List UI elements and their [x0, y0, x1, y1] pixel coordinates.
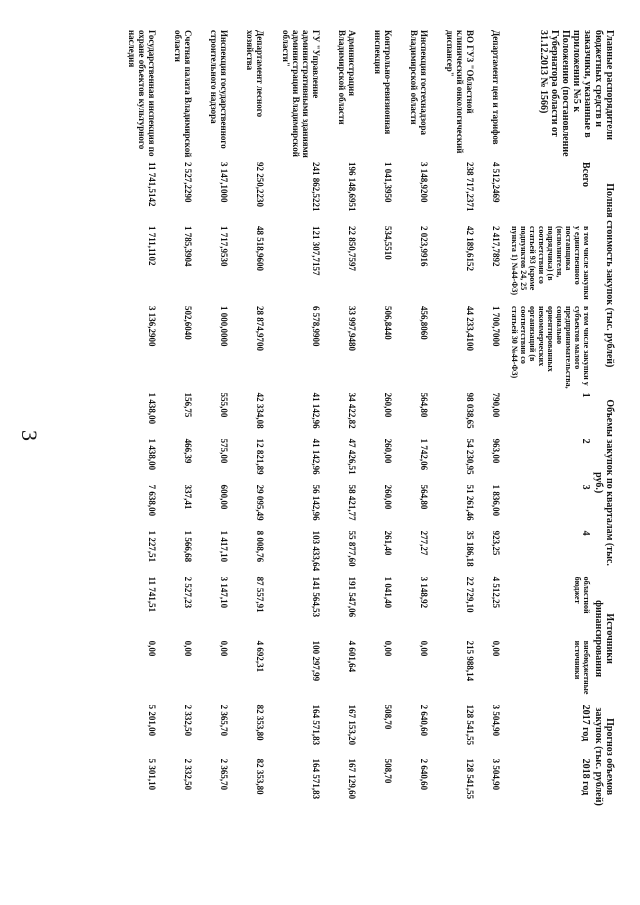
- cell-2018: 5 301,10: [147, 758, 157, 791]
- cell-2017: 128 541,55: [465, 704, 475, 746]
- cell-total: 92 250,2230: [255, 162, 265, 207]
- cell-extrabudgetary: 0,00: [419, 640, 429, 657]
- cell-q4: 103 433,64: [311, 530, 321, 572]
- cell-small-business: 6 578,9900: [311, 306, 321, 347]
- cell-regional-budget: 11 741,51: [147, 576, 157, 613]
- cell-small-business: 44 233,4100: [465, 306, 475, 351]
- cell-total: 238 717,2371: [465, 162, 475, 212]
- row-name: Государственная инспекция по охране объектов культурного наследия: [127, 30, 157, 157]
- cell-q1: 260,00: [383, 392, 393, 418]
- cell-2017: 3 504,90: [491, 704, 501, 737]
- cell-small-business: 1 700,7000: [491, 306, 501, 347]
- cell-small-business: 506,8440: [383, 306, 393, 340]
- cell-q2: 963,00: [491, 438, 501, 464]
- cell-q4: 1 417,10: [219, 530, 229, 563]
- cell-2017: 2 640,60: [419, 704, 429, 737]
- cell-extrabudgetary: 100 297,99: [311, 640, 321, 682]
- cell-q2: 1 438,00: [147, 438, 157, 471]
- cell-q2: 260,00: [383, 438, 393, 464]
- cell-total: 1 041,3950: [383, 162, 393, 203]
- cell-2018: 508,70: [383, 758, 393, 784]
- cell-single-supplier: 534,5510: [383, 226, 393, 260]
- header-q4: 4: [580, 530, 591, 536]
- cell-q3: 564,80: [419, 484, 429, 510]
- row-name: Контрольно-ревизионная инспекция: [373, 30, 393, 135]
- cell-2018: 164 571,83: [311, 758, 321, 800]
- cell-small-business: 502,6040: [183, 306, 193, 340]
- cell-2018: 128 541,55: [465, 758, 475, 800]
- cell-extrabudgetary: 0,00: [219, 640, 229, 657]
- cell-regional-budget: 1 041,40: [383, 576, 393, 609]
- cell-extrabudgetary: 0,00: [183, 640, 193, 657]
- cell-q3: 600,00: [219, 484, 229, 510]
- cell-small-business: 33 997,9480: [347, 306, 357, 351]
- cell-q2: 54 230,95: [465, 438, 475, 475]
- cell-small-business: 456,8060: [419, 306, 429, 340]
- cell-q2: 41 142,96: [311, 438, 321, 475]
- cell-regional-budget: 22 729,10: [465, 576, 475, 613]
- cell-q4: 1 227,51: [147, 530, 157, 563]
- cell-regional-budget: 87 557,91: [255, 576, 265, 613]
- row-name: Счетная палата Владимирской области: [173, 30, 193, 158]
- cell-q3: 7 638,00: [147, 484, 157, 517]
- cell-q4: 1 566,68: [183, 530, 193, 563]
- cell-total: 3 148,9200: [419, 162, 429, 203]
- table-body: [119, 28, 509, 811]
- cell-q3: 51 261,46: [465, 484, 475, 521]
- cell-2018: 82 353,80: [255, 758, 265, 795]
- cell-total: 241 862,5221: [311, 162, 321, 212]
- table-row: [165, 28, 201, 811]
- cell-extrabudgetary: 0,00: [491, 640, 501, 657]
- cell-extrabudgetary: 0,00: [383, 640, 393, 657]
- cell-extrabudgetary: 4 601,64: [347, 640, 357, 673]
- cell-small-business: 1 000,0000: [219, 306, 229, 347]
- row-name: Инспекция гостехнадзора Владимирской области: [409, 30, 429, 136]
- cell-extrabudgetary: 0,00: [147, 640, 157, 657]
- cell-single-supplier: 48 518,9600: [255, 226, 265, 271]
- cell-single-supplier: 1 717,9530: [219, 226, 229, 267]
- cell-small-business: 28 874,9700: [255, 306, 265, 351]
- row-name: Департамент цен и тарифов: [491, 30, 501, 145]
- header-cost-group: Полная стоимость закупок (тыс. рублей): [604, 183, 615, 368]
- header-quarter-group: Объемы закупок по кварталам (тыс. руб.): [593, 399, 615, 566]
- cell-single-supplier: 1 711,1102: [147, 226, 157, 266]
- cell-q1: 1 438,00: [147, 392, 157, 425]
- table-row: [273, 28, 329, 811]
- cell-q4: 261,40: [383, 530, 393, 556]
- table-row: [365, 28, 401, 811]
- cell-q2: 575,00: [219, 438, 229, 464]
- cell-single-supplier: 1 785,3904: [183, 226, 193, 267]
- header-q1: 1: [580, 392, 591, 398]
- cell-2018: 3 504,90: [491, 758, 501, 791]
- cell-total: 3 147,1000: [219, 162, 229, 203]
- cell-single-supplier: 121 307,7157: [311, 226, 321, 276]
- header-src-extra: внебюджетные источники: [573, 640, 591, 695]
- cell-single-supplier: 42 189,6152: [465, 226, 475, 271]
- cell-q1: 41 142,96: [311, 392, 321, 429]
- cell-single-supplier: 2 417,7892: [491, 226, 501, 267]
- cell-2017: 5 201,00: [147, 704, 157, 737]
- cell-total: 4 512,2469: [491, 162, 501, 203]
- table-row: [401, 28, 437, 811]
- cell-2017: 2 365,70: [219, 704, 229, 737]
- cell-q3: 29 095,49: [255, 484, 265, 521]
- cell-q4: 923,25: [491, 530, 501, 556]
- cell-q2: 47 426,51: [347, 438, 357, 475]
- cell-regional-budget: 3 147,10: [219, 576, 229, 609]
- header-2018: 2018 год: [580, 758, 591, 796]
- cell-q1: 156,75: [183, 392, 193, 418]
- table-row: [437, 28, 483, 811]
- cell-q4: 277,27: [419, 530, 429, 556]
- cell-extrabudgetary: 215 988,14: [465, 640, 475, 682]
- procurement-table: [119, 28, 616, 811]
- header-src-regional: областной бюджет: [573, 576, 591, 614]
- cell-q1: 34 422,82: [347, 392, 357, 429]
- table-row: [329, 28, 365, 811]
- cell-regional-budget: 141 564,53: [311, 576, 321, 618]
- page-number: 3: [17, 430, 42, 441]
- cell-q3: 58 421,77: [347, 484, 357, 521]
- header-q3: 3: [580, 484, 591, 490]
- cell-2017: 508,70: [383, 704, 393, 730]
- cell-q1: 564,80: [419, 392, 429, 418]
- header-customer: Главные распорядители бюджетных средств и заказчики, указанные в приложении №5 к Положению (постановление Губернатора области от 31.12.2013 № 1566): [538, 30, 615, 157]
- cell-regional-budget: 4 512,25: [491, 576, 501, 609]
- cell-q4: 35 186,18: [465, 530, 475, 567]
- cell-q2: 466,39: [183, 438, 193, 464]
- cell-q3: 337,41: [183, 484, 193, 510]
- cell-q3: 56 142,96: [311, 484, 321, 521]
- cell-single-supplier: 22 850,7597: [347, 226, 357, 271]
- cell-total: 11 741,5142: [147, 162, 157, 207]
- cell-single-supplier: 2 023,9916: [419, 226, 429, 267]
- table-row: [119, 28, 165, 811]
- cell-extrabudgetary: 4 692,31: [255, 640, 265, 673]
- cell-2018: 167 129,60: [347, 758, 357, 800]
- cell-q4: 55 877,60: [347, 530, 357, 567]
- row-name: Департамент лесного хозяйства: [245, 30, 265, 118]
- cell-2017: 167 153,20: [347, 704, 357, 746]
- cell-total: 196 148,6951: [347, 162, 357, 212]
- cell-regional-budget: 3 148,92: [419, 576, 429, 609]
- cell-regional-budget: 2 527,23: [183, 576, 193, 609]
- cell-total: 2 527,2290: [183, 162, 193, 203]
- cell-2017: 164 571,83: [311, 704, 321, 746]
- table-row: [201, 28, 237, 811]
- header-forecast-group: Прогноз объемов закупок (тыс. рублей): [593, 707, 615, 806]
- cell-regional-budget: 191 547,06: [347, 576, 357, 618]
- cell-q2: 12 821,89: [255, 438, 265, 475]
- header-2017: 2017 год: [580, 704, 591, 742]
- cell-2017: 2 332,50: [183, 704, 193, 737]
- row-name: ВО ГУЗ "Областной клинический онкологический диспансер": [445, 30, 475, 154]
- cell-q3: 260,00: [383, 484, 393, 510]
- header-q2: 2: [580, 438, 591, 444]
- header-cost-total: Всего: [580, 162, 591, 187]
- header-cost-single: в том числе закупки у единственного поставщика (исполнителя, подрядчика) (в соответствии со статьей 93 (кроме подпунктов 24, 25 пункта 1) №44-ФЗ): [510, 226, 591, 300]
- table-row: [237, 28, 273, 811]
- cell-q1: 42 334,08: [255, 392, 265, 429]
- cell-q2: 1 742,06: [419, 438, 429, 471]
- cell-small-business: 3 136,2900: [147, 306, 157, 347]
- cell-q4: 8 008,76: [255, 530, 265, 563]
- row-name: Администрация Владимирской области: [337, 30, 357, 125]
- row-name: ГУ "Управление административными зданиями администрации Владимирской области": [281, 30, 321, 158]
- cell-2018: 2 332,50: [183, 758, 193, 791]
- cell-q1: 98 038,65: [465, 392, 475, 429]
- header-cost-small: в том числе закупки у субъектов малого предпринимательства, социально ориентированных некоммерческих организаций (в соответствии со статьей 30 №44-ФЗ): [510, 306, 591, 389]
- cell-q3: 1 836,00: [491, 484, 501, 517]
- header-source-group: Источники финансирования: [593, 600, 615, 678]
- cell-2018: 2 640,60: [419, 758, 429, 791]
- cell-q1: 555,00: [219, 392, 229, 418]
- row-name: Инспекция государственного строительного надзора: [209, 30, 229, 149]
- cell-2018: 2 365,70: [219, 758, 229, 791]
- cell-2017: 82 353,80: [255, 704, 265, 741]
- cell-q1: 790,00: [491, 392, 501, 418]
- table-row: [483, 28, 509, 811]
